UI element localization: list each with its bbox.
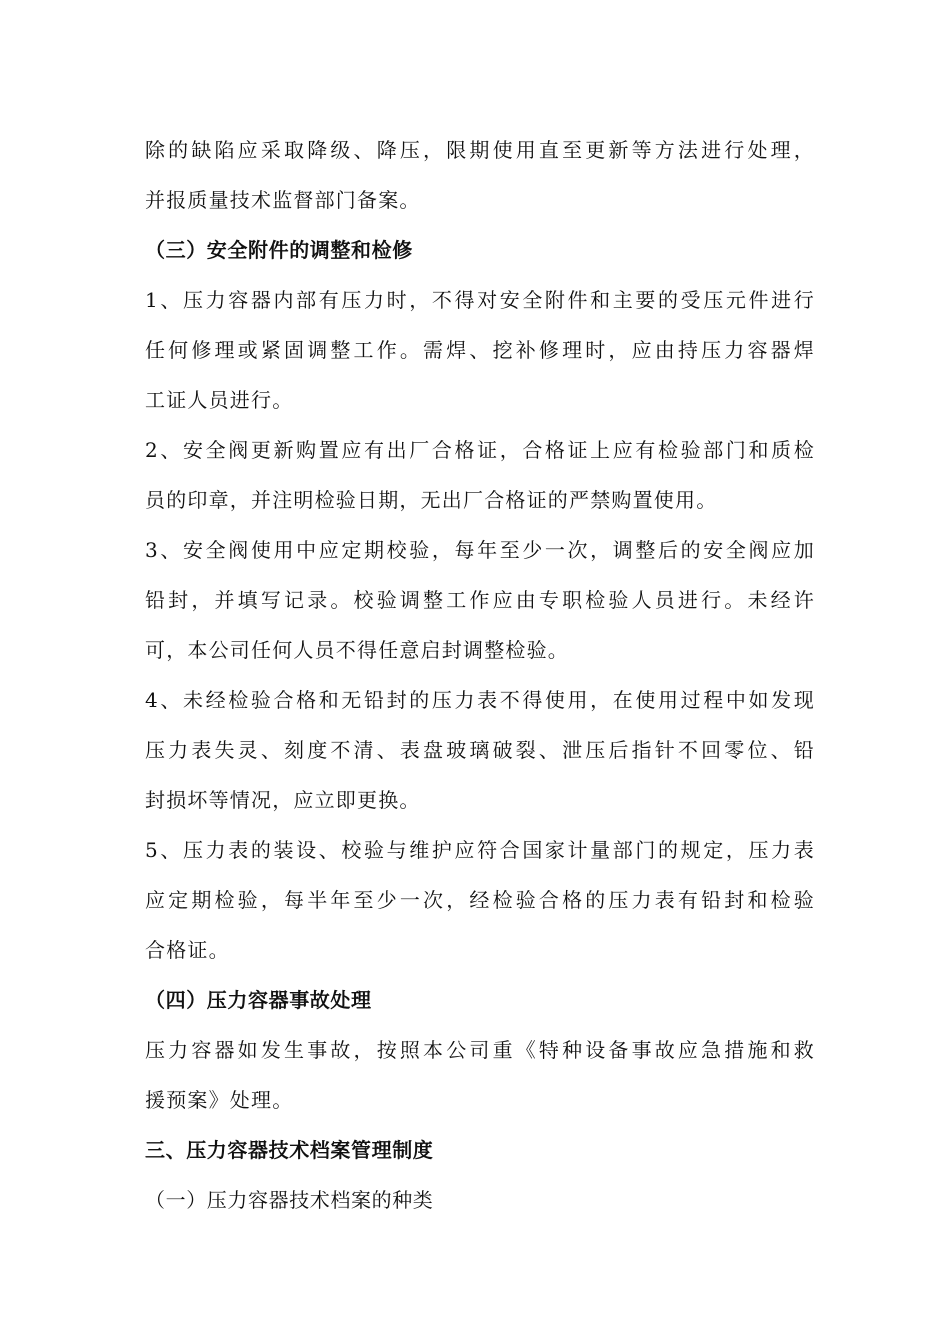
- paragraph-line: 工证人员进行。: [145, 388, 294, 412]
- paragraph-line: 封损坏等情况，应立即更换。: [145, 788, 421, 812]
- paragraph-line: 压力表失灵、刻度不清、表盘玻璃破裂、泄压后指针不回零位、铅: [145, 738, 815, 762]
- subsection-heading: （一）压力容器技术档案的种类: [145, 1188, 434, 1212]
- section-heading-4: （四）压力容器事故处理: [145, 988, 372, 1012]
- section-heading-3: （三）安全附件的调整和检修: [145, 238, 413, 262]
- paragraph-line: 5、压力表的装设、校验与维护应符合国家计量部门的规定，压力表: [145, 838, 815, 862]
- paragraph-line: 3、安全阀使用中应定期校验，每年至少一次，调整后的安全阀应加: [145, 538, 815, 562]
- paragraph-line: 应定期检验，每半年至少一次，经检验合格的压力表有铅封和检验: [145, 888, 815, 912]
- paragraph-line: 援预案》处理。: [145, 1088, 294, 1112]
- paragraph-line: 4、未经检验合格和无铅封的压力表不得使用，在使用过程中如发现: [145, 688, 815, 712]
- chapter-heading: 三、压力容器技术档案管理制度: [145, 1138, 434, 1162]
- paragraph-line: 除的缺陷应采取降级、降压，限期使用直至更新等方法进行处理，: [145, 138, 815, 162]
- paragraph-line: 员的印章，并注明检验日期，无出厂合格证的严禁购置使用。: [145, 488, 718, 512]
- paragraph-line: 可，本公司任何人员不得任意启封调整检验。: [145, 638, 569, 662]
- paragraph-line: 任何修理或紧固调整工作。需焊、挖补修理时，应由持压力容器焊: [145, 338, 815, 362]
- paragraph-line: 铅封，并填写记录。校验调整工作应由专职检验人员进行。未经许: [145, 588, 815, 612]
- paragraph-line: 2、安全阀更新购置应有出厂合格证，合格证上应有检验部门和质检: [145, 438, 815, 462]
- paragraph-line: 合格证。: [145, 938, 230, 962]
- paragraph-line: 压力容器如发生事故，按照本公司重《特种设备事故应急措施和救: [145, 1038, 815, 1062]
- paragraph-line: 并报质量技术监督部门备案。: [145, 188, 421, 212]
- paragraph-line: 1、压力容器内部有压力时，不得对安全附件和主要的受压元件进行: [145, 288, 815, 312]
